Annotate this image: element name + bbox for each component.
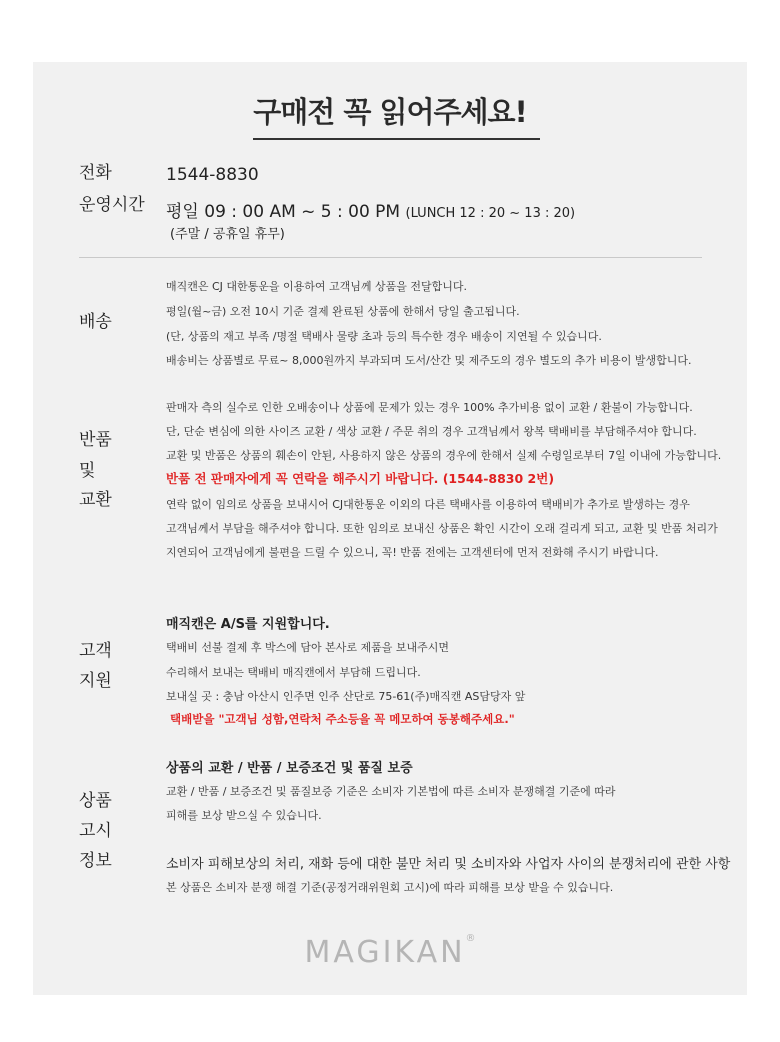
returns-line: 고객님께서 부담을 해주셔야 합니다. 또한 임의로 보내신 상품은 확인 시간이 오래 걸리게 되고, 교환 및 반품 처리가 xyxy=(166,522,718,535)
returns-label: 및 xyxy=(79,461,96,481)
returns-label: 교환 xyxy=(79,490,112,510)
support-line: 보내실 곳 : 충남 아산시 인주면 인주 산단로 75-61(주)매직캔 AS담당자 앞 xyxy=(166,690,526,703)
product-info-heading: 소비자 피해보상의 처리, 재화 등에 대한 불만 처리 및 소비자와 사업자 사이의 분쟁처리에 관한 사항 xyxy=(166,857,731,872)
phone-label: 전화 xyxy=(79,163,112,183)
product-info-line: 교환 / 반품 / 보증조건 및 품질보증 기준은 소비자 기본법에 따른 소비자 분쟁해결 기준에 따라 xyxy=(166,785,616,798)
returns-line: 교환 및 반품은 상품의 훼손이 안된, 사용하지 않은 상품의 경우에 한해서 실제 수령일로부터 7일 이내에 가능합니다. xyxy=(166,449,722,462)
product-info-label: 상품 xyxy=(79,791,112,811)
support-line: 수리해서 보내는 택배비 매직캔에서 부담해 드립니다. xyxy=(166,666,421,679)
shipping-label: 배송 xyxy=(79,312,112,332)
returns-line: 연락 없이 임의로 상품을 보내시어 CJ대한통운 이외의 다른 택배사를 이용하여 택배비가 추가로 발생하는 경우 xyxy=(166,498,690,511)
page-title: 구매전 꼭 읽어주세요! xyxy=(253,95,527,129)
section-divider xyxy=(79,257,702,258)
returns-line: 지연되어 고객님에게 불편을 드릴 수 있으니, 꼭! 반품 전에는 고객센터에 먼저 전화해 주시기 바랍니다. xyxy=(166,546,659,559)
returns-contact-notice: 반품 전 판매자에게 꼭 연락을 해주시기 바랍니다. (1544-8830 2번) xyxy=(166,471,555,486)
holiday-note: (주말 / 공휴일 휴무) xyxy=(170,227,285,242)
lunch-hours: (LUNCH 12 : 20 ~ 13 : 20) xyxy=(405,206,576,221)
returns-label: 반품 xyxy=(79,430,112,450)
title-underline xyxy=(253,138,540,140)
product-info-line: 피해를 보상 받으실 수 있습니다. xyxy=(166,809,322,822)
brand-name: MAGIKAN xyxy=(304,935,466,970)
shipping-line: 평일(월~금) 오전 10시 기준 결제 완료된 상품에 한해서 당일 출고됩니다. xyxy=(166,305,520,318)
phone-number: 1544-8830 xyxy=(166,165,259,185)
returns-line: 판매자 측의 실수로 인한 오배송이나 상품에 문제가 있는 경우 100% 추가비용 없이 교환 / 환불이 가능합니다. xyxy=(166,401,693,414)
support-heading: 매직캔은 A/S를 지원합니다. xyxy=(166,617,330,632)
returns-line: 단, 단순 변심에 의한 사이즈 교환 / 색상 교환 / 주문 취의 경우 고객님께서 왕복 택배비를 부담해주셔야 합니다. xyxy=(166,425,697,438)
weekday-hours: 평일 09 : 00 AM ~ 5 : 00 PM xyxy=(166,202,401,222)
product-info-label: 정보 xyxy=(79,851,112,871)
shipping-line: 매직캔은 CJ 대한통운을 이용하여 고객님께 상품을 전달합니다. xyxy=(166,280,468,293)
support-label: 지원 xyxy=(79,671,112,691)
product-info-line: 본 상품은 소비자 분쟁 해결 기준(공정거래위원회 고시)에 따라 피해를 보상 받을 수 있습니다. xyxy=(166,881,614,894)
business-hours xyxy=(166,197,575,222)
shipping-line: 배송비는 상품별로 무료~ 8,000원까지 부과되며 도서/산간 및 제주도의 경우 별도의 추가 비용이 발생합니다. xyxy=(166,354,692,367)
support-label: 고객 xyxy=(79,641,112,661)
product-info-heading: 상품의 교환 / 반품 / 보증조건 및 품질 보증 xyxy=(166,761,413,776)
brand-logo xyxy=(0,935,780,970)
support-notice: 택배받을 "고객님 성함,연락처 주소등을 꼭 메모하여 동봉해주세요." xyxy=(170,712,515,726)
registered-mark: ® xyxy=(465,933,476,944)
support-line: 택배비 선불 결제 후 박스에 담아 본사로 제품을 보내주시면 xyxy=(166,641,449,654)
hours-label: 운영시간 xyxy=(79,195,145,215)
product-info-label: 고시 xyxy=(79,821,112,841)
shipping-line: (단, 상품의 재고 부족 /명절 택배사 물량 초과 등의 특수한 경우 배송이 지연될 수 있습니다. xyxy=(166,330,602,343)
